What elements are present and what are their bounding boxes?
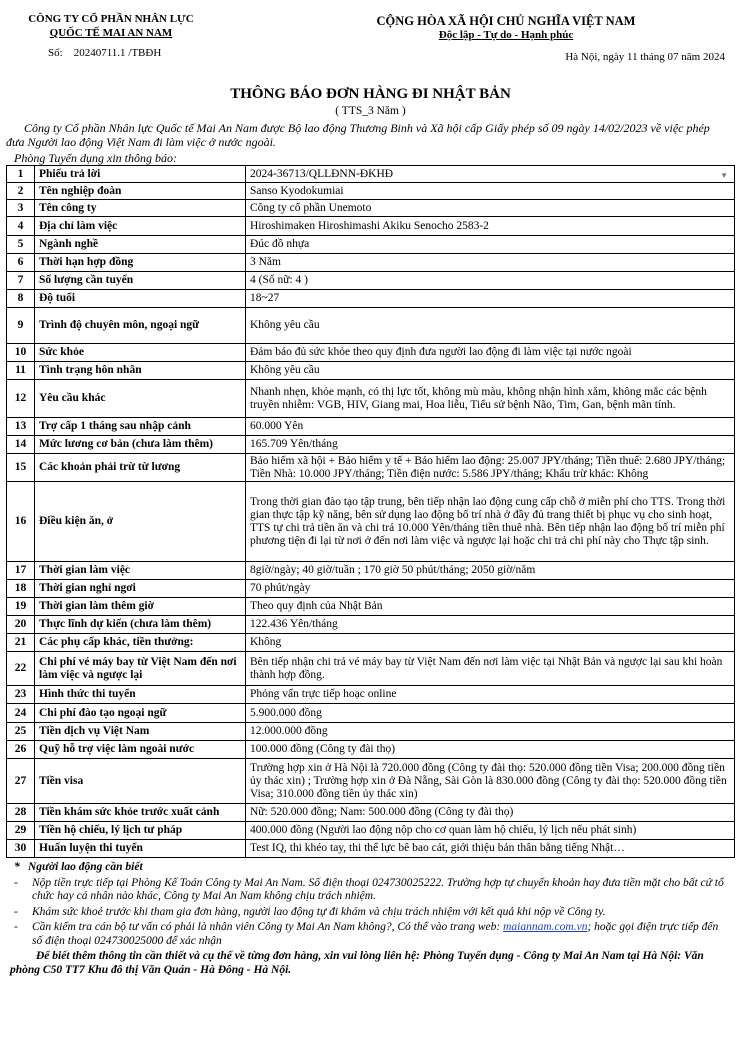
- row-value: [246, 704, 735, 723]
- row-value-text: Nhanh nhẹn, khỏe mạnh, có thị lực tốt, không mù màu, không nhận hình xăm, không mắc các bệnh truyền nhiễm: VGB, HIV, Giang mai, Hoa liễu, Tiểu sử bệnh Não, Tim, Gan, bệnh mãn tính.: [250, 385, 707, 411]
- row-value-text: Sanso Kyodokumiai: [250, 184, 344, 197]
- document-header: [6, 6, 735, 82]
- intro-paragraph: Công ty Cổ phần Nhân lực Quốc tế Mai An Nam được Bộ lao động Thương Binh và Xã hội cấp Giấy phép số 09 ngày 14/02/2023 về việc phép đưa Người lao động Việt Nam đi làm việc ở nước ngoài.: [6, 121, 710, 149]
- row-value: [246, 822, 735, 840]
- dash-icon: -: [14, 921, 18, 933]
- row-number: 6: [7, 254, 35, 272]
- table-row: [7, 652, 735, 686]
- row-value: [246, 804, 735, 822]
- order-table-body: [7, 166, 735, 858]
- row-number: 4: [7, 217, 35, 236]
- row-label: Tiền khám sức khỏe trước xuất cảnh: [35, 804, 246, 822]
- table-row: [7, 741, 735, 759]
- table-row: [7, 200, 735, 217]
- row-value: [246, 686, 735, 704]
- row-label: Trợ cấp 1 tháng sau nhập cảnh: [35, 418, 246, 436]
- row-number: 8: [7, 290, 35, 308]
- row-value: [246, 217, 735, 236]
- row-number: 19: [7, 598, 35, 616]
- row-value-text: Phỏng vấn trực tiếp hoạc online: [250, 688, 397, 700]
- row-label: Ngành nghề: [35, 236, 246, 254]
- table-row: [7, 183, 735, 200]
- row-value-text: Trong thời gian đào tạo tập trung, bên tiếp nhận lao động cung cấp chỗ ở miễn phí cho TTS. Trong thời gian thực tập kỹ năng, bên sử dụng lao động bố trí nhà ở đầy đủ trang thiết bị phục vụ cho sinh hoạt, TTS tự chi trả tiền ăn và chi trả 10.000 Yên/tháng tiền thuê nhà. Bên tiếp nhận lao động bố trí miễn phí phương tiện đi lại từ nơi ở đến nơi làm việc và ngược lại hoặc chi trả chi phí này cho Thực tập sinh.: [250, 495, 726, 547]
- row-value: [246, 840, 735, 858]
- company-name-line2: QUỐC TẾ MAI AN NAM: [49, 27, 173, 39]
- row-label: Tiền hộ chiếu, lý lịch tư pháp: [35, 822, 246, 840]
- row-label: Thời gian làm việc: [35, 562, 246, 580]
- row-label: Huấn luyện thi tuyển: [35, 840, 246, 858]
- row-label: Yêu cầu khác: [35, 380, 246, 418]
- row-number: 2: [7, 183, 35, 200]
- row-number: 26: [7, 741, 35, 759]
- row-label: Địa chỉ làm việc: [35, 217, 246, 236]
- table-row: [7, 840, 735, 858]
- document-number: [6, 46, 216, 60]
- row-number: 3: [7, 200, 35, 217]
- row-label: Các khoản phải trừ từ lương: [35, 454, 246, 482]
- table-row: [7, 804, 735, 822]
- note-text: Nộp tiền trực tiếp tại Phòng Kế Toán Công ty Mai An Nam. Số điện thoại 024730025222. Trường hợp tự chuyển khoản hay đưa tiền mặt cho bất cứ tổ chức hay cá nhân nào khác, Công ty Mai An Nam không chịu trách nhiệm.: [32, 876, 724, 902]
- row-number: 16: [7, 482, 35, 562]
- dash-icon: -: [14, 876, 18, 889]
- row-label: Quỹ hỗ trợ việc làm ngoài nước: [35, 741, 246, 759]
- row-value: [246, 254, 735, 272]
- star-icon: *: [14, 861, 20, 873]
- row-value-text: Hiroshimaken Hiroshimashi Akiku Senocho 2583-2: [250, 219, 489, 232]
- row-number: 17: [7, 562, 35, 580]
- table-row: [7, 166, 735, 183]
- table-row: [7, 344, 735, 362]
- row-label: Hình thức thi tuyển: [35, 686, 246, 704]
- table-row: [7, 686, 735, 704]
- row-value: [246, 380, 735, 418]
- nation-motto: Độc lập - Tự do - Hạnh phúc: [438, 29, 574, 41]
- table-row: [7, 254, 735, 272]
- row-number: 7: [7, 272, 35, 290]
- document-number-value: 20240711.1 /TBĐH: [73, 47, 162, 59]
- row-value-text: Trường hợp xin ở Hà Nội là 720.000 đồng (Công ty đài thọ: 520.000 đồng tiền Visa; 200.000 đồng tiền ủy thác xin) ; Trường hợp xin ở Đà Nẵng, Sài Gòn là 830.000 đồng (Công ty đài thọ: 520.000 đồng tiền Visa; 310.000 đồng tiền ủy thác xin): [250, 761, 727, 800]
- row-label: Độ tuổi: [35, 290, 246, 308]
- row-value-text: 100.000 đồng (Công ty đài thọ): [250, 743, 396, 755]
- row-number: 12: [7, 380, 35, 418]
- row-number: 24: [7, 704, 35, 723]
- row-value-text: 5.900.000 đồng: [250, 706, 322, 719]
- row-value: [246, 236, 735, 254]
- row-number: 29: [7, 822, 35, 840]
- row-value: [246, 759, 735, 804]
- note-text: Khám sức khoẻ trước khi tham gia đơn hàng, người lao động tự đi khám và chịu trách nhiệm với kết quả khi nộp về Công ty.: [32, 905, 606, 918]
- row-value-text: 400.000 đồng (Người lao động nộp cho cơ quan làm hộ chiếu, lý lịch nếu phát sinh): [250, 824, 637, 836]
- row-value-text: 4 (Số nữ: 4 ): [250, 274, 308, 286]
- row-label: Tên nghiệp đoàn: [35, 183, 246, 200]
- row-label: Thực lĩnh dự kiến (chưa làm thêm): [35, 616, 246, 634]
- row-number: 14: [7, 436, 35, 454]
- row-value[interactable]: [246, 166, 735, 183]
- row-label: Tiền dịch vụ Việt Nam: [35, 723, 246, 741]
- row-number: 15: [7, 454, 35, 482]
- row-value-text: Test IQ, thi khéo tay, thi thể lực bê bao cát, giới thiệu bản thân bằng tiếng Nhật…: [250, 842, 625, 854]
- table-row: [7, 308, 735, 344]
- row-value-text: 12.000.000 đồng: [250, 725, 328, 737]
- note-item-payment: [10, 877, 731, 904]
- table-row: [7, 759, 735, 804]
- row-value-text: 18~27: [250, 292, 280, 304]
- row-number: 9: [7, 308, 35, 344]
- table-row: [7, 380, 735, 418]
- table-row: [7, 598, 735, 616]
- page-subtitle: ( TTS_3 Năm ): [335, 105, 406, 117]
- row-number: 23: [7, 686, 35, 704]
- row-number: 22: [7, 652, 35, 686]
- row-value: [246, 183, 735, 200]
- company-block: [6, 6, 216, 82]
- row-value: [246, 436, 735, 454]
- row-number: 5: [7, 236, 35, 254]
- table-row: [7, 723, 735, 741]
- row-value: [246, 454, 735, 482]
- row-label: Tên công ty: [35, 200, 246, 217]
- row-value-text: Không yêu cầu: [250, 319, 320, 331]
- row-value: [246, 308, 735, 344]
- table-row: [7, 362, 735, 380]
- row-number: 18: [7, 580, 35, 598]
- order-table: [6, 165, 735, 858]
- row-value: [246, 290, 735, 308]
- row-value-text: Công ty cổ phần Unemoto: [250, 201, 372, 214]
- row-number: 10: [7, 344, 35, 362]
- website-link[interactable]: maiannam.com.vn: [503, 921, 588, 933]
- row-value-text: 70 phút/ngày: [250, 582, 311, 594]
- note-text: [32, 921, 731, 948]
- row-value-text: 3 Năm: [250, 256, 281, 268]
- row-value-text: Không: [250, 636, 282, 648]
- row-value: [246, 362, 735, 380]
- row-number: 27: [7, 759, 35, 804]
- row-value: [246, 616, 735, 634]
- row-label: Tiền visa: [35, 759, 246, 804]
- row-label: Số lượng cần tuyển: [35, 272, 246, 290]
- row-label: Điều kiện ăn, ở: [35, 482, 246, 562]
- page-title: THÔNG BÁO ĐƠN HÀNG ĐI NHẬT BẢN: [230, 86, 511, 102]
- table-row: [7, 634, 735, 652]
- table-row: [7, 822, 735, 840]
- table-row: [7, 562, 735, 580]
- row-value-text: Đúc đồ nhựa: [250, 238, 310, 250]
- announcement-line: Phòng Tuyển dụng xin thông báo:: [14, 151, 177, 165]
- row-value-text: Không yêu cầu: [250, 364, 320, 376]
- row-value-text: Theo quy định của Nhật Bản: [250, 600, 383, 612]
- company-name-line1: CÔNG TY CỔ PHẦN NHÂN LỰC: [28, 13, 194, 25]
- row-value: [246, 652, 735, 686]
- row-value: [246, 418, 735, 436]
- row-value-text: 122.436 Yên/tháng: [250, 618, 338, 630]
- row-value: [246, 634, 735, 652]
- table-row: [7, 217, 735, 236]
- row-value-text: Đảm bảo đủ sức khỏe theo quy định đưa người lao động đi làm việc tại nước ngoài: [250, 346, 632, 358]
- row-number: 25: [7, 723, 35, 741]
- row-label: Sức khỏe: [35, 344, 246, 362]
- row-number: 28: [7, 804, 35, 822]
- row-value: [246, 562, 735, 580]
- table-row: [7, 616, 735, 634]
- row-value-text: Nữ: 520.000 đồng; Nam: 500.000 đồng (Công ty đài thọ): [250, 806, 514, 818]
- row-number: 1: [7, 166, 35, 183]
- row-label: Chi phí vé máy bay từ Việt Nam đến nơi làm việc và ngược lại: [35, 652, 246, 686]
- table-row: [7, 418, 735, 436]
- row-label: Các phụ cấp khác, tiền thưởng:: [35, 634, 246, 652]
- row-value-text: 60.000 Yên: [250, 420, 304, 432]
- notes-heading-text: Người lao động cần biết: [28, 861, 143, 873]
- row-value: [246, 598, 735, 616]
- notes-section: [6, 858, 735, 977]
- table-row: [7, 436, 735, 454]
- row-label: Chi phí đào tạo ngoại ngữ: [35, 704, 246, 723]
- row-value: [246, 482, 735, 562]
- dash-icon: -: [14, 905, 18, 918]
- table-row: [7, 236, 735, 254]
- table-row: [7, 272, 735, 290]
- row-value: [246, 344, 735, 362]
- row-value: [246, 580, 735, 598]
- row-value: [246, 272, 735, 290]
- row-number: 11: [7, 362, 35, 380]
- table-row: [7, 482, 735, 562]
- row-value-text: 8giờ/ngày; 40 giờ/tuần ; 170 giờ 50 phút/tháng; 2050 giờ/năm: [250, 564, 536, 576]
- row-label: Trình độ chuyên môn, ngoại ngữ: [35, 308, 246, 344]
- note-text-pre: Cần kiểm tra cán bộ tư vấn có phải là nhân viên Công ty Mai An Nam không?, Có thể vào trang web:: [32, 921, 504, 933]
- row-label: Thời gian nghỉ ngơi: [35, 580, 246, 598]
- table-row: [7, 704, 735, 723]
- note-item-verify: [10, 921, 731, 948]
- row-label: Tình trạng hôn nhân: [35, 362, 246, 380]
- document-number-label: Số:: [48, 47, 63, 59]
- nation-title: CỘNG HÒA XÃ HỘI CHỦ NGHĨA VIỆT NAM: [376, 14, 636, 28]
- row-label: Phiếu trả lời: [35, 166, 246, 183]
- table-row: [7, 290, 735, 308]
- row-label: Thời gian làm thêm giờ: [35, 598, 246, 616]
- note-text-post: ; hoặc gọi điện trực tiếp đến số điện thoại 024730025000 để xác nhận: [32, 921, 719, 947]
- row-value: [246, 723, 735, 741]
- row-number: 21: [7, 634, 35, 652]
- notes-heading: [10, 861, 731, 875]
- row-value-text: 165.709 Yên/tháng: [250, 438, 338, 450]
- table-row: [7, 454, 735, 482]
- chevron-down-icon[interactable]: ▼: [720, 171, 728, 180]
- row-value: [246, 200, 735, 217]
- row-label: Mức lương cơ bản (chưa làm thêm): [35, 436, 246, 454]
- row-number: 13: [7, 418, 35, 436]
- table-row: [7, 580, 735, 598]
- document-date: Hà Nội, ngày 11 tháng 07 năm 2024: [565, 51, 725, 63]
- nation-block: [341, 6, 671, 82]
- row-value-text: 2024-36713/QLLĐNN-ĐKHĐ: [250, 167, 394, 180]
- row-number: 20: [7, 616, 35, 634]
- row-label: Thời hạn hợp đồng: [35, 254, 246, 272]
- row-value: [246, 741, 735, 759]
- row-value-text: Bảo hiểm xã hội + Bảo hiểm y tế + Bảo hiểm lao động: 25.007 JPY/tháng; Tiền thuế: 2.680 JPY/tháng; Tiền Nhà: 10.000 JPY/tháng; Tiền điện nước: 5.586 JPY/tháng; Khấu trừ khác: Không: [250, 454, 726, 480]
- note-item-health: [10, 906, 731, 920]
- row-number: 30: [7, 840, 35, 858]
- contact-footer: Để biết thêm thông tin cần thiết và cụ thể về từng đơn hàng, xin vui lòng liên hệ: Phòng Tuyển dụng - Công ty Mai An Nam tại Hà Nội: Văn phòng C50 TT7 Khu đô thị Văn Quán - Hà Đông - Hà Nội.: [10, 950, 704, 976]
- row-value-text: Bên tiếp nhận chi trả vé máy bay từ Việt Nam đến nơi làm việc tại Nhật Bản và ngược lại sau khi hoàn thành hợp đồng.: [250, 655, 723, 681]
